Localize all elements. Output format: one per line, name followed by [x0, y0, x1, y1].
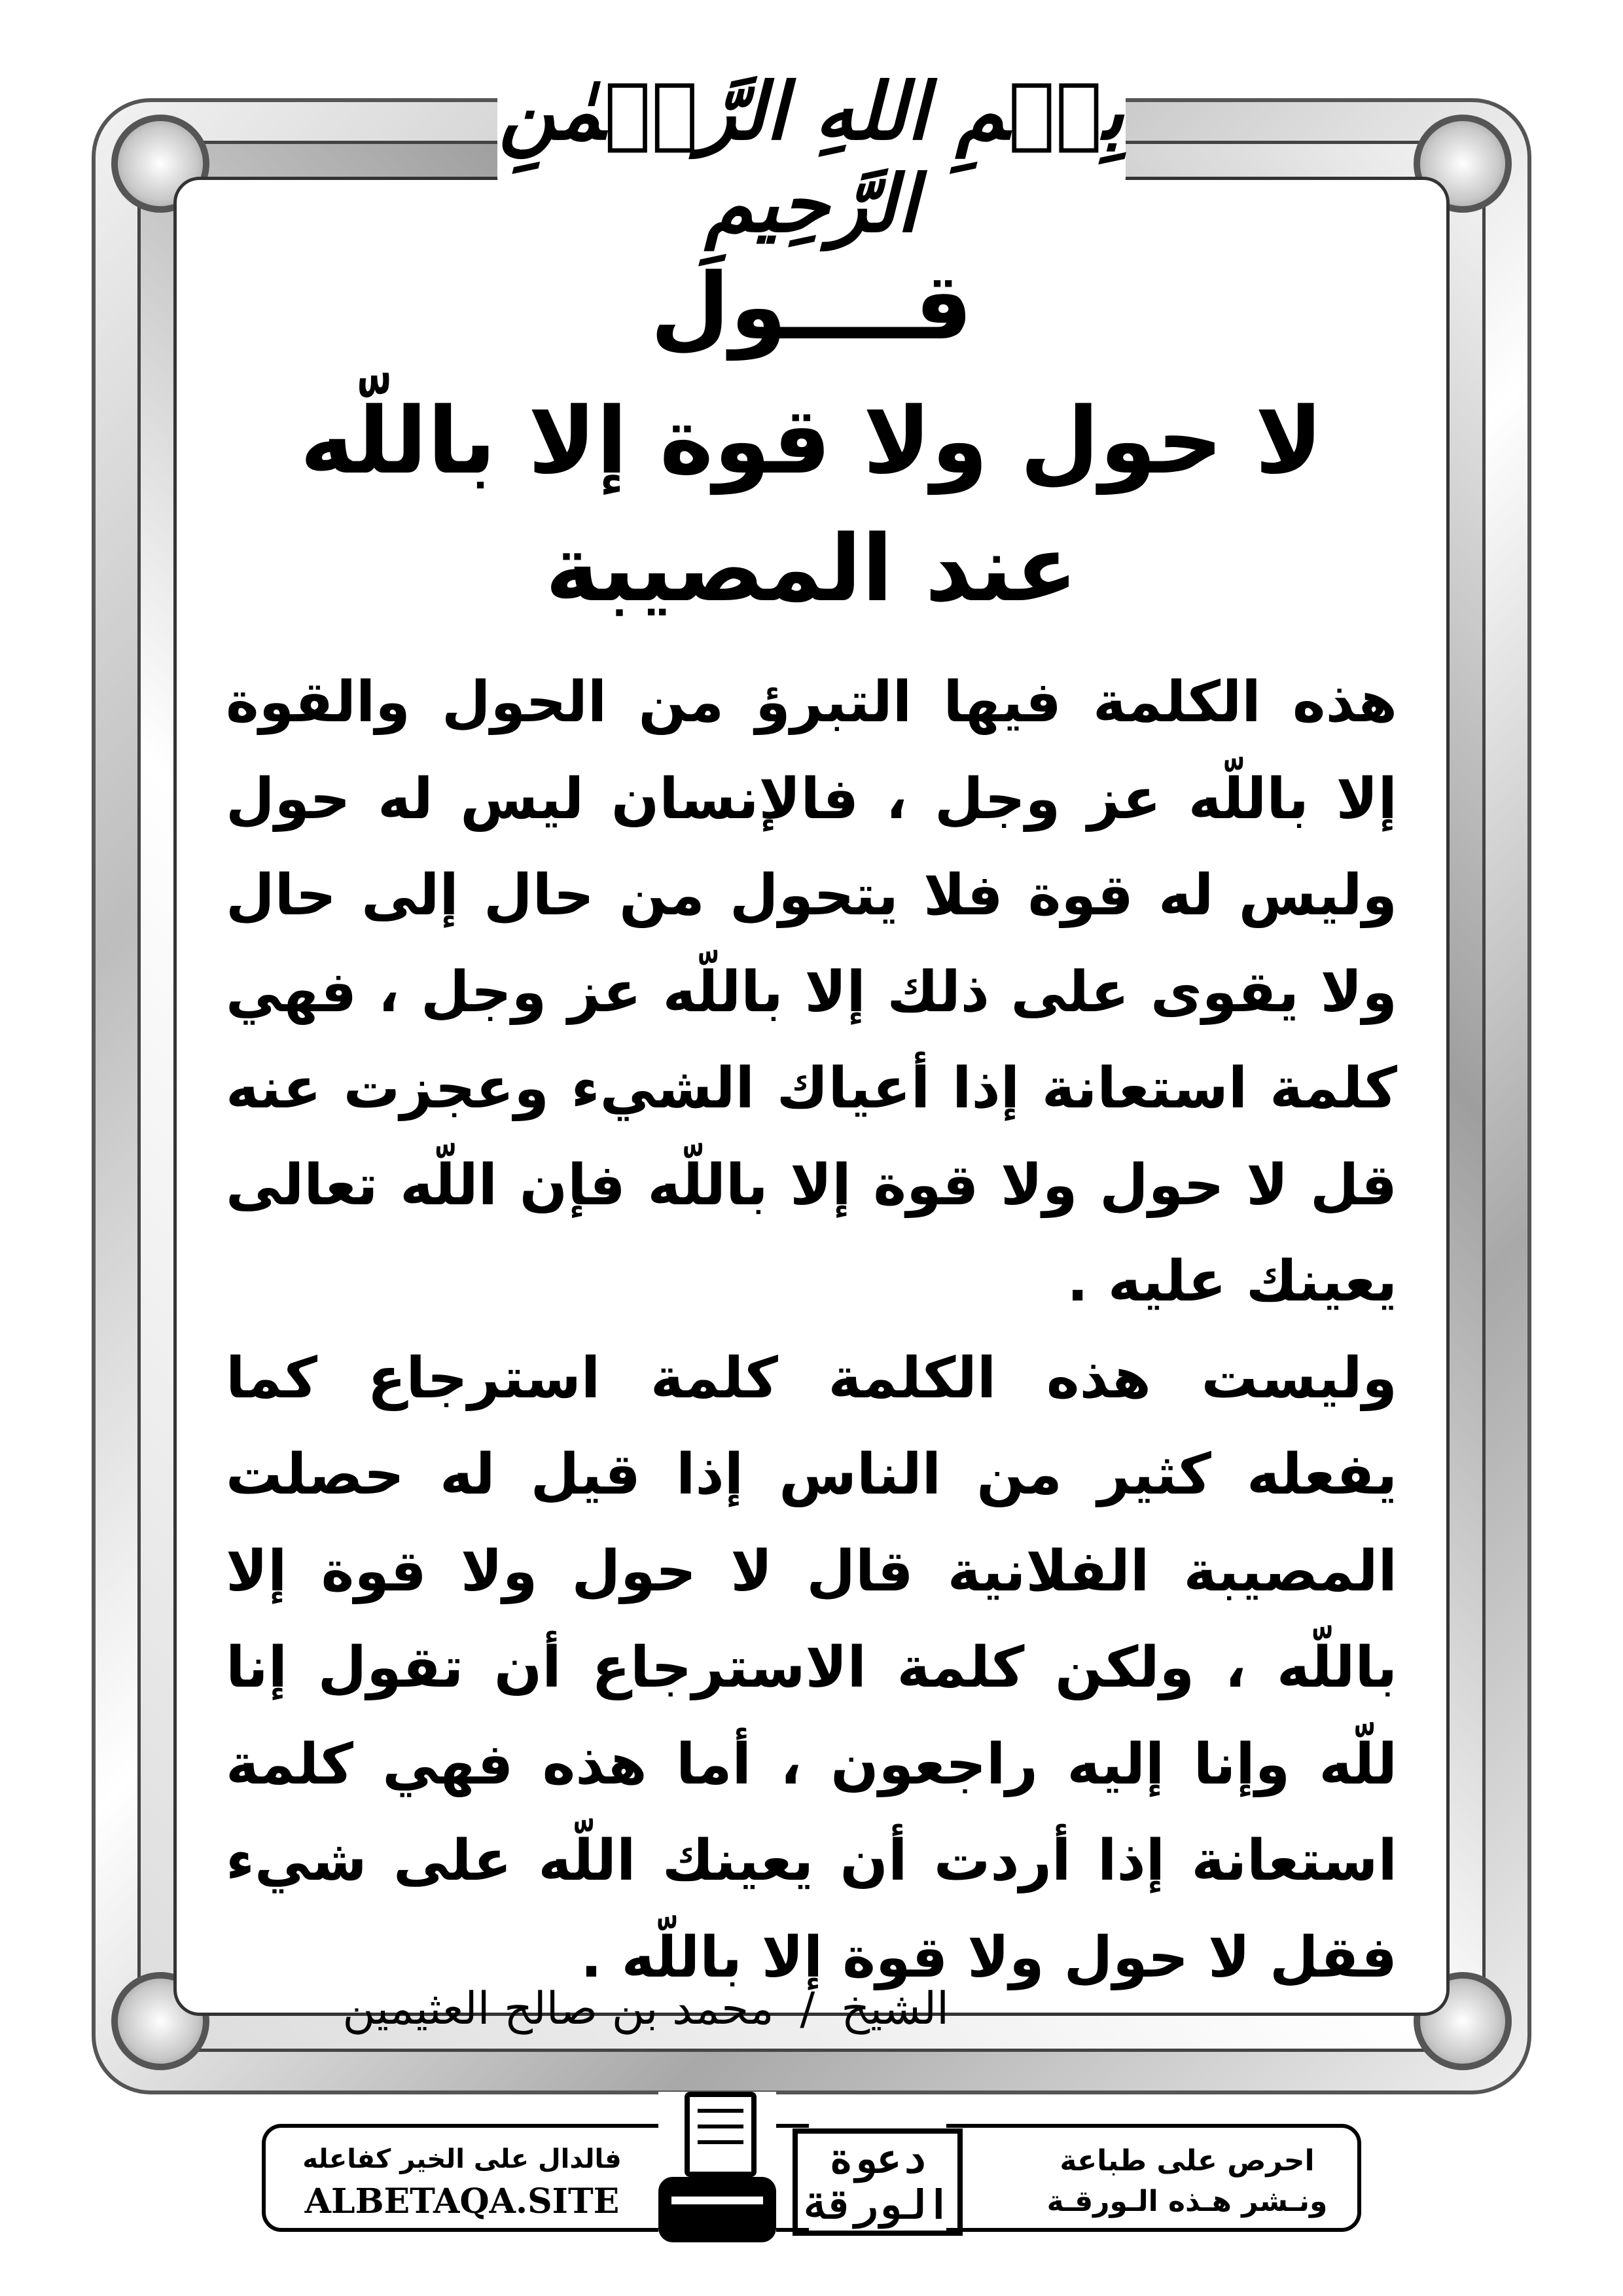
- footer-banner: [262, 2124, 1361, 2232]
- basmala-cartouche: [497, 39, 1126, 250]
- footer-site-block: [292, 2140, 632, 2225]
- footer-site-link[interactable]: ALBETAQA.SITE: [304, 2181, 620, 2221]
- footer-print-note-line-2: ونـشر هـذه الـورقـة: [1046, 2185, 1328, 2218]
- printer-body-icon: [658, 2177, 776, 2242]
- basmala-calligraphy: بِسۡمِ اللهِ الرَّحۡمٰنِ الرَّحِيمِ: [499, 65, 1124, 250]
- page-title-line-1: قــــول: [650, 254, 973, 361]
- signature-prefix: الشيخ: [841, 1983, 949, 2035]
- footer-print-note-line-1: احرص على طباعة: [1060, 2144, 1315, 2178]
- page-title-line-2: لا حول ولا قوة إلا باللّه: [300, 388, 1323, 495]
- dawah-logo-glyph: [793, 2128, 963, 2236]
- author-signature: [342, 1983, 949, 2035]
- logo-line-2: الورقة: [804, 2180, 951, 2229]
- footer-proverb: فالدال على الخير كفاعله: [302, 2144, 622, 2174]
- dawah-logo: [804, 2108, 951, 2255]
- signature-separator: /: [800, 1983, 815, 2035]
- body-paragraph-2: وليست هذه الكلمة كلمة استرجاع كما يفعله كثير من الناس إذا قيل له حصلت المصيبة الفلانية قال لا حول ولا قوة إلا باللّه ، ولكن كلمة الاسترجاع أن تقول إنا للّه وإنا إليه راجعون ، أما هذه فهي كلمة استعانة إذا أردت أن يعينك اللّه على شيء فقل لا حول ولا قوة إلا باللّه .: [226, 1345, 1397, 1990]
- printer-icon: [658, 2092, 776, 2262]
- page-title-line-3: عند المصيبة: [545, 516, 1078, 622]
- signature-name: محمد بن صالح العثيمين: [342, 1983, 774, 2035]
- body-paragraph-1: هذه الكلمة فيها التبرؤ من الحول والقوة إلا باللّه عز وجل ، فالإنسان ليس له حول وليس له قوة فلا يتحول من حال إلى حال ولا يقوى على ذلك إلا باللّه عز وجل ، فهي كلمة استعانة إذا أعياك الشيء وعجزت عنه قل لا حول ولا قوة إلا باللّه فإن اللّه تعالى يعينك عليه .: [226, 670, 1397, 1314]
- article-body: [226, 655, 1397, 2006]
- footer-print-note: [1043, 2141, 1331, 2222]
- printer-paper-icon: [685, 2092, 757, 2177]
- logo-line-1: دعوة: [829, 2134, 927, 2183]
